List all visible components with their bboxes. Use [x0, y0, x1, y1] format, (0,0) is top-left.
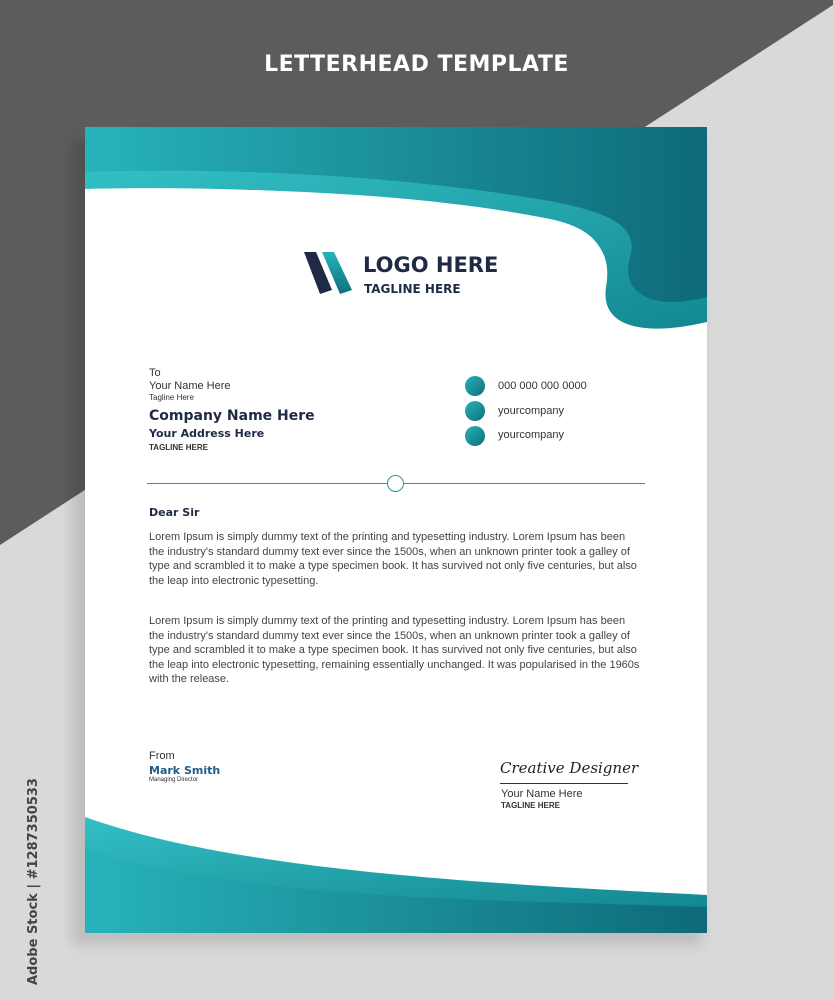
letterhead-paper — [85, 127, 707, 933]
from-name: Mark Smith — [149, 764, 221, 777]
to-label: To — [149, 367, 161, 379]
greeting: Dear Sir — [149, 506, 200, 519]
logo-title: LOGO HERE — [363, 253, 499, 277]
contact-web: yourcompany — [498, 429, 565, 441]
stock-credit: Adobe Stock | #1287350533 — [26, 778, 41, 985]
from-title: Managing Director — [149, 777, 199, 783]
recipient-tagline: Tagline Here — [149, 393, 194, 402]
recipient-address: Your Address Here — [149, 427, 265, 440]
divider-circle — [387, 475, 404, 492]
recipient-name: Your Name Here — [149, 380, 231, 392]
signature-name: Your Name Here — [501, 788, 583, 800]
body-paragraph-2: Lorem Ipsum is simply dummy text of the printing and typesetting industry. Lorem Ipsum has been the industry's standard dummy text ever since the 1500s, when an unknown printer took a galley of type and scrambled it to make a type specimen book. It has survived not only five centuries, but also the leap into electronic typesetting, remaining essentially unchanged. It was popularised in the 1960s with the release. — [149, 615, 640, 685]
recipient-tagline-caps: TAGLINE HERE — [149, 443, 208, 452]
web-icon — [465, 426, 485, 446]
signature-tagline: TAGLINE HERE — [501, 801, 560, 810]
recipient-company: Company Name Here — [149, 408, 315, 424]
email-icon — [465, 401, 485, 421]
double-slash-logo-icon — [302, 250, 354, 296]
contact-phone: 000 000 000 0000 — [498, 380, 587, 392]
body-paragraph-1: Lorem Ipsum is simply dummy text of the printing and typesetting industry. Lorem Ipsum has been the industry's standard dummy text ever since the 1500s, when an unknown printer took a galley of type and scrambled it to make a type specimen book. It has survived not only five centuries, but also the leap into electronic typesetting. — [149, 531, 637, 587]
logo-tagline: TAGLINE HERE — [364, 282, 461, 296]
signature-script: Creative Designer — [500, 759, 639, 777]
contact-email: yourcompany — [498, 405, 565, 417]
phone-icon — [465, 376, 485, 396]
banner-title: LETTERHEAD TEMPLATE — [264, 52, 569, 77]
signature-line — [500, 783, 628, 784]
from-label: From — [149, 750, 175, 762]
